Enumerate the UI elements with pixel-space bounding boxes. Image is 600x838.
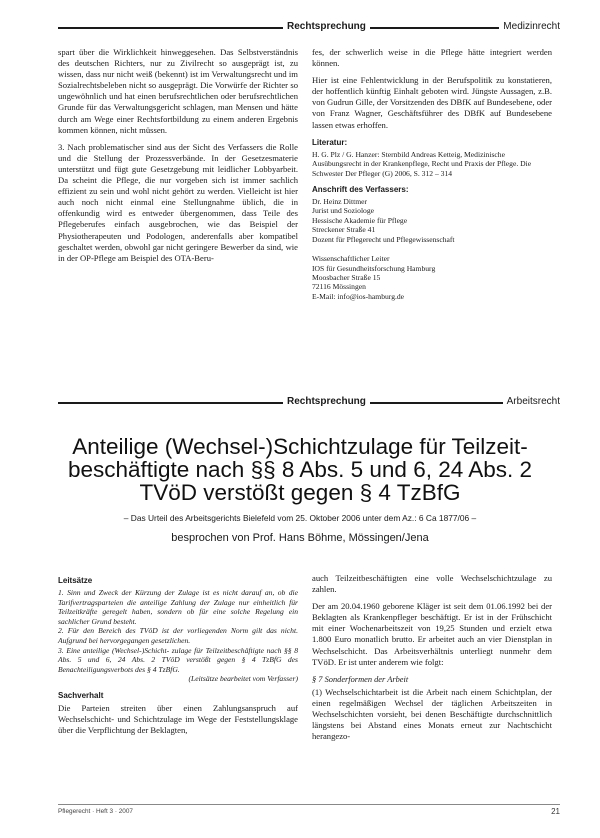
category-label: Arbeitsrecht: [503, 396, 560, 407]
title-line: beschäftigte nach §§ 8 Abs. 5 und 6, 24 Abs. 2: [67, 457, 533, 482]
author-heading: Anschrift des Verfassers:: [312, 184, 409, 194]
top-section-band: [58, 22, 560, 34]
paragraph: (1) Wechselschichtarbeit ist die Arbeit nach einem Schichtplan, der einen regelmäßigen Wechsel der täglichen Arbeitszeiten in Wechselschichten vorsieht, bei denen Beschäftigte durchschnittlich längstens bei Abstand eines Monats erneut zur Nachtschicht herangezo-: [312, 686, 552, 742]
paragraph: fes, der schwerlich weise in die Pflege hätte integriert werden können.: [312, 47, 552, 69]
paragraph: 3. Nach problematischer sind aus der Sicht des Verfassers die Rolle und die Stellung der Prozessverbände. In der Gesetzesmaterie unterstützt und fügt gute Gesetzgebung mit leidlicher Lobbyarbeit. Da scheint die Pflege, die nur vorgeben sich ist immer sachlich effizient zu sein und wohl nicht gehört zu werden. Vielleicht ist hier auch noch nicht einmal eine Stellungnahme üblich, die in offenkundig wird es entweder übergenommen, dass Teile des Pflegeberufes einfach ausgebrochen, wie das Beispiel der Physiotherapeuten und Podologen, anderenfalls aber kompatibel geschaltet werden, obwohl gar nicht geringere Bewerber da sind, wie in der OP-Pflege am Beispiel des OTA-Beru-: [58, 141, 298, 263]
page-number: 21: [551, 807, 560, 816]
top-left-column: [58, 47, 298, 270]
bottom-right-column: [312, 573, 552, 748]
journal-reference: Pflegerecht · Heft 3 · 2007: [58, 808, 133, 815]
paragraph: Hier ist eine Fehlentwicklung in der Berufspolitik zu konstatieren, der hoffentlich künftig Einhalt geboten wird. Jüngste Aussagen, z.B. von Gudrun Gille, der Vorsitzenden des DBfK auf Bundesebene, oder von Franz Wagner, Geschäftsführer des DBfK auf Bundesebene lassen etwas erhoffen.: [312, 75, 553, 130]
leitsaetze-heading: Leitsätze: [58, 576, 93, 585]
paragraph: Die Parteien streiten über einen Zahlungsanspruch auf Wechselschicht- und Schichtzulage im Wege der Feststellungsklage über die Verpflichtung der Beklagten,: [58, 703, 298, 736]
paragraph: Der am 20.04.1960 geborene Kläger ist seit dem 01.06.1992 bei der Beklagten als Krankenpfleger beschäftigt. Er ist in der Frühschicht mit einer Wochenarbeitszeit von 19,25 Stunden und erzielt etwa 1.800 Euro monatlich brutto. Er arbeitet auch an vier Dienstplan in Wechselschicht. Das Arbeitsverhältnis unterliegt nunmehr dem TVöD. Er ist unter anderem wie folgt:: [312, 601, 552, 667]
footer-rule: [58, 804, 560, 805]
leitsatz-1: 1. Sinn und Zweck der Kürzung der Zulage ist es nicht darauf an, ob die Tarifvertragsparteien die anteilige Zahlung der Zulage nur einheitlich für Teilzeitkräfte geregelt haben, sondern ob für eine solche Regelung ein sachlicher Grund besteht.: [58, 588, 298, 626]
section-label: Rechtsprechung: [283, 396, 370, 407]
article-subtitle: – Das Urteil des Arbeitsgerichts Bielefeld vom 25. Oktober 2006 unter dem Az.: 6 Ca 1877/06 –: [123, 513, 477, 523]
leitsaetze-note: (Leitsätze bearbeitet vom Verfasser): [188, 674, 298, 684]
literature-text: H. G. Plz / G. Hanzer: Sternbild Andreas Ketteig, Medizinische Ausübungsrecht in der Krankenpflege, Recht und Praxis der Pflege. Die Schwester Der Pfleger (G) 2006, S. 312 – 314: [312, 149, 532, 178]
title-line: TVöD verstößt gegen § 4 TzBfG: [139, 480, 461, 505]
article-title: [60, 435, 540, 504]
article-section-band: [58, 397, 560, 409]
author-address: Dr. Heinz Dittmer Jurist und Soziologe Hessische Akademie für Pflege Streckener Straße 41 Dozent für Pflegerecht und Pflegewissenschaft: [312, 197, 455, 244]
bottom-left-column: [58, 573, 298, 742]
leitsatz-2: 2. Für den Bereich des TVöD ist der vorliegenden Norm gilt das nicht. Aufgrund bei hervorgegangen gesetzlichen.: [58, 626, 298, 646]
title-line: Anteilige (Wechsel-)Schichtzulage für Teilzeit-: [72, 434, 528, 459]
paragraph: spart über die Wirklichkeit hinweggesehen. Das Selbstverständnis des deutschen Richters, nur zu Zivilrecht so ausgeprägt ist, zu wissen, dass nur nicht weiß (bekennt) ist im Verwaltungsrecht und im Sozialrechtsbeleben nicht so ausgeprägt. Die Vorwürfe der Richter so ungewöhnlich und hat einen berufsrechtlichen oder berufsrechtlichen Grunde für das Verwaltungsgericht schlagen, man Mensen und hätte durch am Wege einer Rechtsfortbildung zu einem anderen Ergebnis kommen können, nicht müssen.: [58, 47, 298, 135]
section-label: Rechtsprechung: [283, 21, 370, 32]
sachverhalt-heading: Sachverhalt: [58, 691, 104, 701]
section-heading: § 7 Sonderformen der Arbeit: [312, 674, 409, 684]
top-right-column: [312, 47, 552, 311]
article-byline: besprochen von Prof. Hans Böhme, Mössingen/Jena: [171, 532, 429, 544]
literature-heading: Literatur:: [312, 137, 348, 147]
category-label: Medizinrecht: [499, 21, 560, 32]
paragraph: auch Teilzeitbeschäftigten eine volle Wechselschichtzulage zu zahlen.: [312, 573, 552, 595]
contact-address: Wissenschaftlicher Leiter IOS für Gesundheitsforschung Hamburg Moosbacher Straße 15 72116 Mössingen E-Mail: info@ios-hamburg.de: [312, 254, 436, 301]
leitsatz-3: 3. Eine anteilige (Wechsel-)Schicht- zulage für Teilzeitbeschäftigte nach §§ 8 Abs. 5 und 6, 24 Abs. 2 TVöD verstößt gegen § 4 TzBfG des Benachteiligungsverbots des § 4 TzBfG.: [58, 645, 298, 674]
